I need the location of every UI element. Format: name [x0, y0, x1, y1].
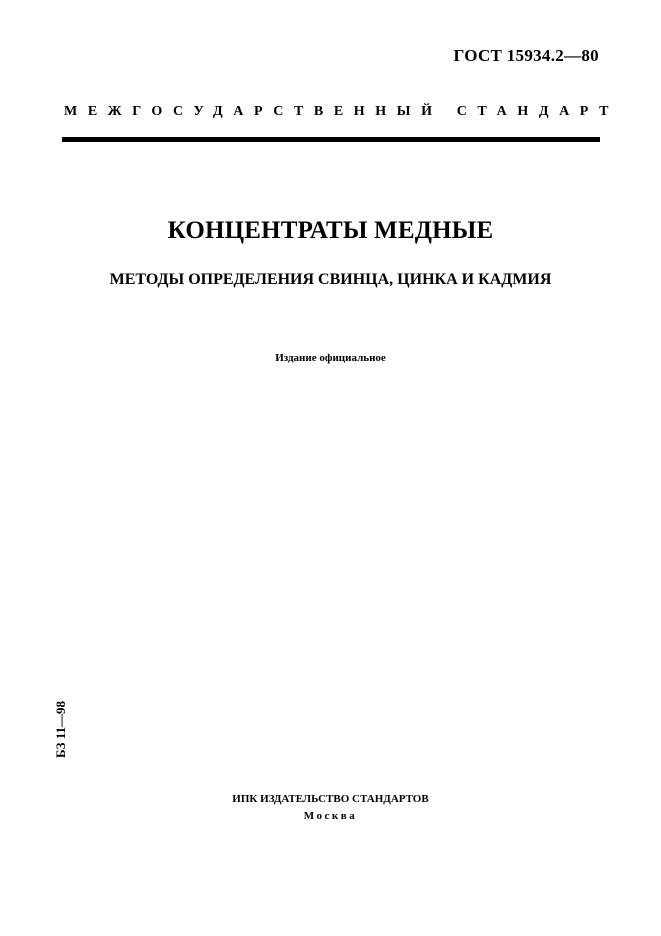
document-subtitle: МЕТОДЫ ОПРЕДЕЛЕНИЯ СВИНЦА, ЦИНКА И КАДМИЯ [109, 271, 552, 288]
publisher-city: Москва [303, 810, 358, 822]
edition-note: Издание официальное [275, 352, 386, 364]
standard-type-heading: МЕЖГОСУДАРСТВЕННЫЙ СТАНДАРТ [64, 104, 620, 119]
document-number: ГОСТ 15934.2—80 [453, 46, 599, 65]
document-title: КОНЦЕНТРАТЫ МЕДНЫЕ [167, 217, 494, 244]
header-divider [62, 137, 600, 142]
side-catalog-note: БЗ 11—98 [53, 701, 68, 758]
publisher-name: ИПК ИЗДАТЕЛЬСТВО СТАНДАРТОВ [232, 793, 429, 805]
